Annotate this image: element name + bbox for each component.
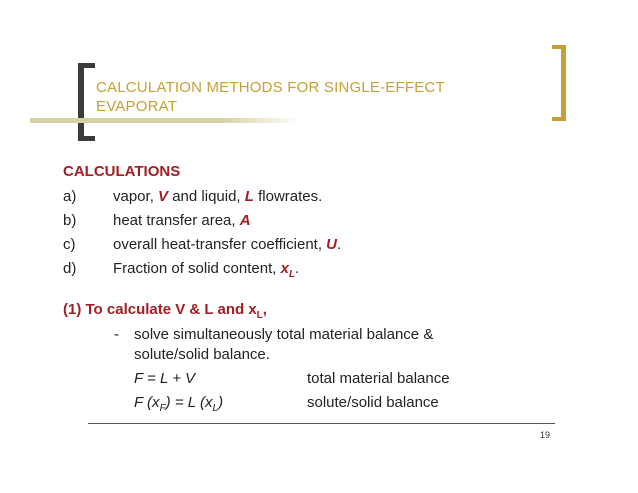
variable-v: V xyxy=(158,188,169,205)
bullet-dash: - xyxy=(114,326,119,343)
subscript-f: F xyxy=(159,403,166,414)
variable-xl xyxy=(280,260,296,280)
equation-lhs xyxy=(134,394,223,414)
variable-a: A xyxy=(239,212,251,229)
variable-l: L xyxy=(244,188,254,205)
footer-divider xyxy=(88,423,555,424)
list-item-text: heat transfer area, xyxy=(113,212,240,229)
bullet-point xyxy=(114,325,494,365)
equation-expression: F = L + V xyxy=(134,370,196,387)
list-item-text: and liquid, xyxy=(168,188,245,205)
equation-part: ) xyxy=(218,394,224,411)
list-item xyxy=(63,188,341,212)
variable-x: x xyxy=(280,260,289,277)
list-item-text: flowrates. xyxy=(253,188,323,205)
left-bracket-decoration xyxy=(78,63,95,141)
list-item-text: . xyxy=(295,260,300,277)
list-item-text: . xyxy=(337,236,342,253)
subscript-l: L xyxy=(212,403,219,414)
list-item xyxy=(63,260,341,284)
list-item-text: overall heat-transfer coefficient, xyxy=(113,236,327,253)
right-bracket-decoration xyxy=(552,45,566,121)
calculation-list xyxy=(63,188,341,284)
list-item-letter: c) xyxy=(63,236,76,253)
equation-part: ) = L (x xyxy=(165,394,213,411)
section-heading-text: (1) To calculate V & L and x xyxy=(63,301,257,318)
list-item-letter: a) xyxy=(63,188,77,205)
equation-lhs xyxy=(134,370,195,387)
equation-part: F (x xyxy=(134,394,160,411)
subscript-l: L xyxy=(288,269,296,280)
page-number: 19 xyxy=(540,430,551,440)
section-heading xyxy=(63,301,267,321)
list-item xyxy=(63,236,341,260)
variable-u: U xyxy=(326,236,338,253)
list-item xyxy=(63,212,341,236)
equation-description: total material balance xyxy=(307,370,450,387)
title-underline-bar xyxy=(30,118,300,123)
section-heading-punct: , xyxy=(262,301,267,318)
equation-description: solute/solid balance xyxy=(307,394,439,411)
bullet-text: solve simultaneously total material balance & solute/solid balance. xyxy=(134,326,434,363)
list-item-letter: d) xyxy=(63,260,77,277)
list-item-text: vapor, xyxy=(113,188,159,205)
list-item-text: Fraction of solid content, xyxy=(113,260,281,277)
section-subscript: L xyxy=(256,310,263,321)
list-item-letter: b) xyxy=(63,212,77,229)
calculations-heading: CALCULATIONS xyxy=(63,163,181,180)
slide-title: CALCULATION METHODS FOR SINGLE-EFFECT EVAPORAT xyxy=(96,79,445,115)
